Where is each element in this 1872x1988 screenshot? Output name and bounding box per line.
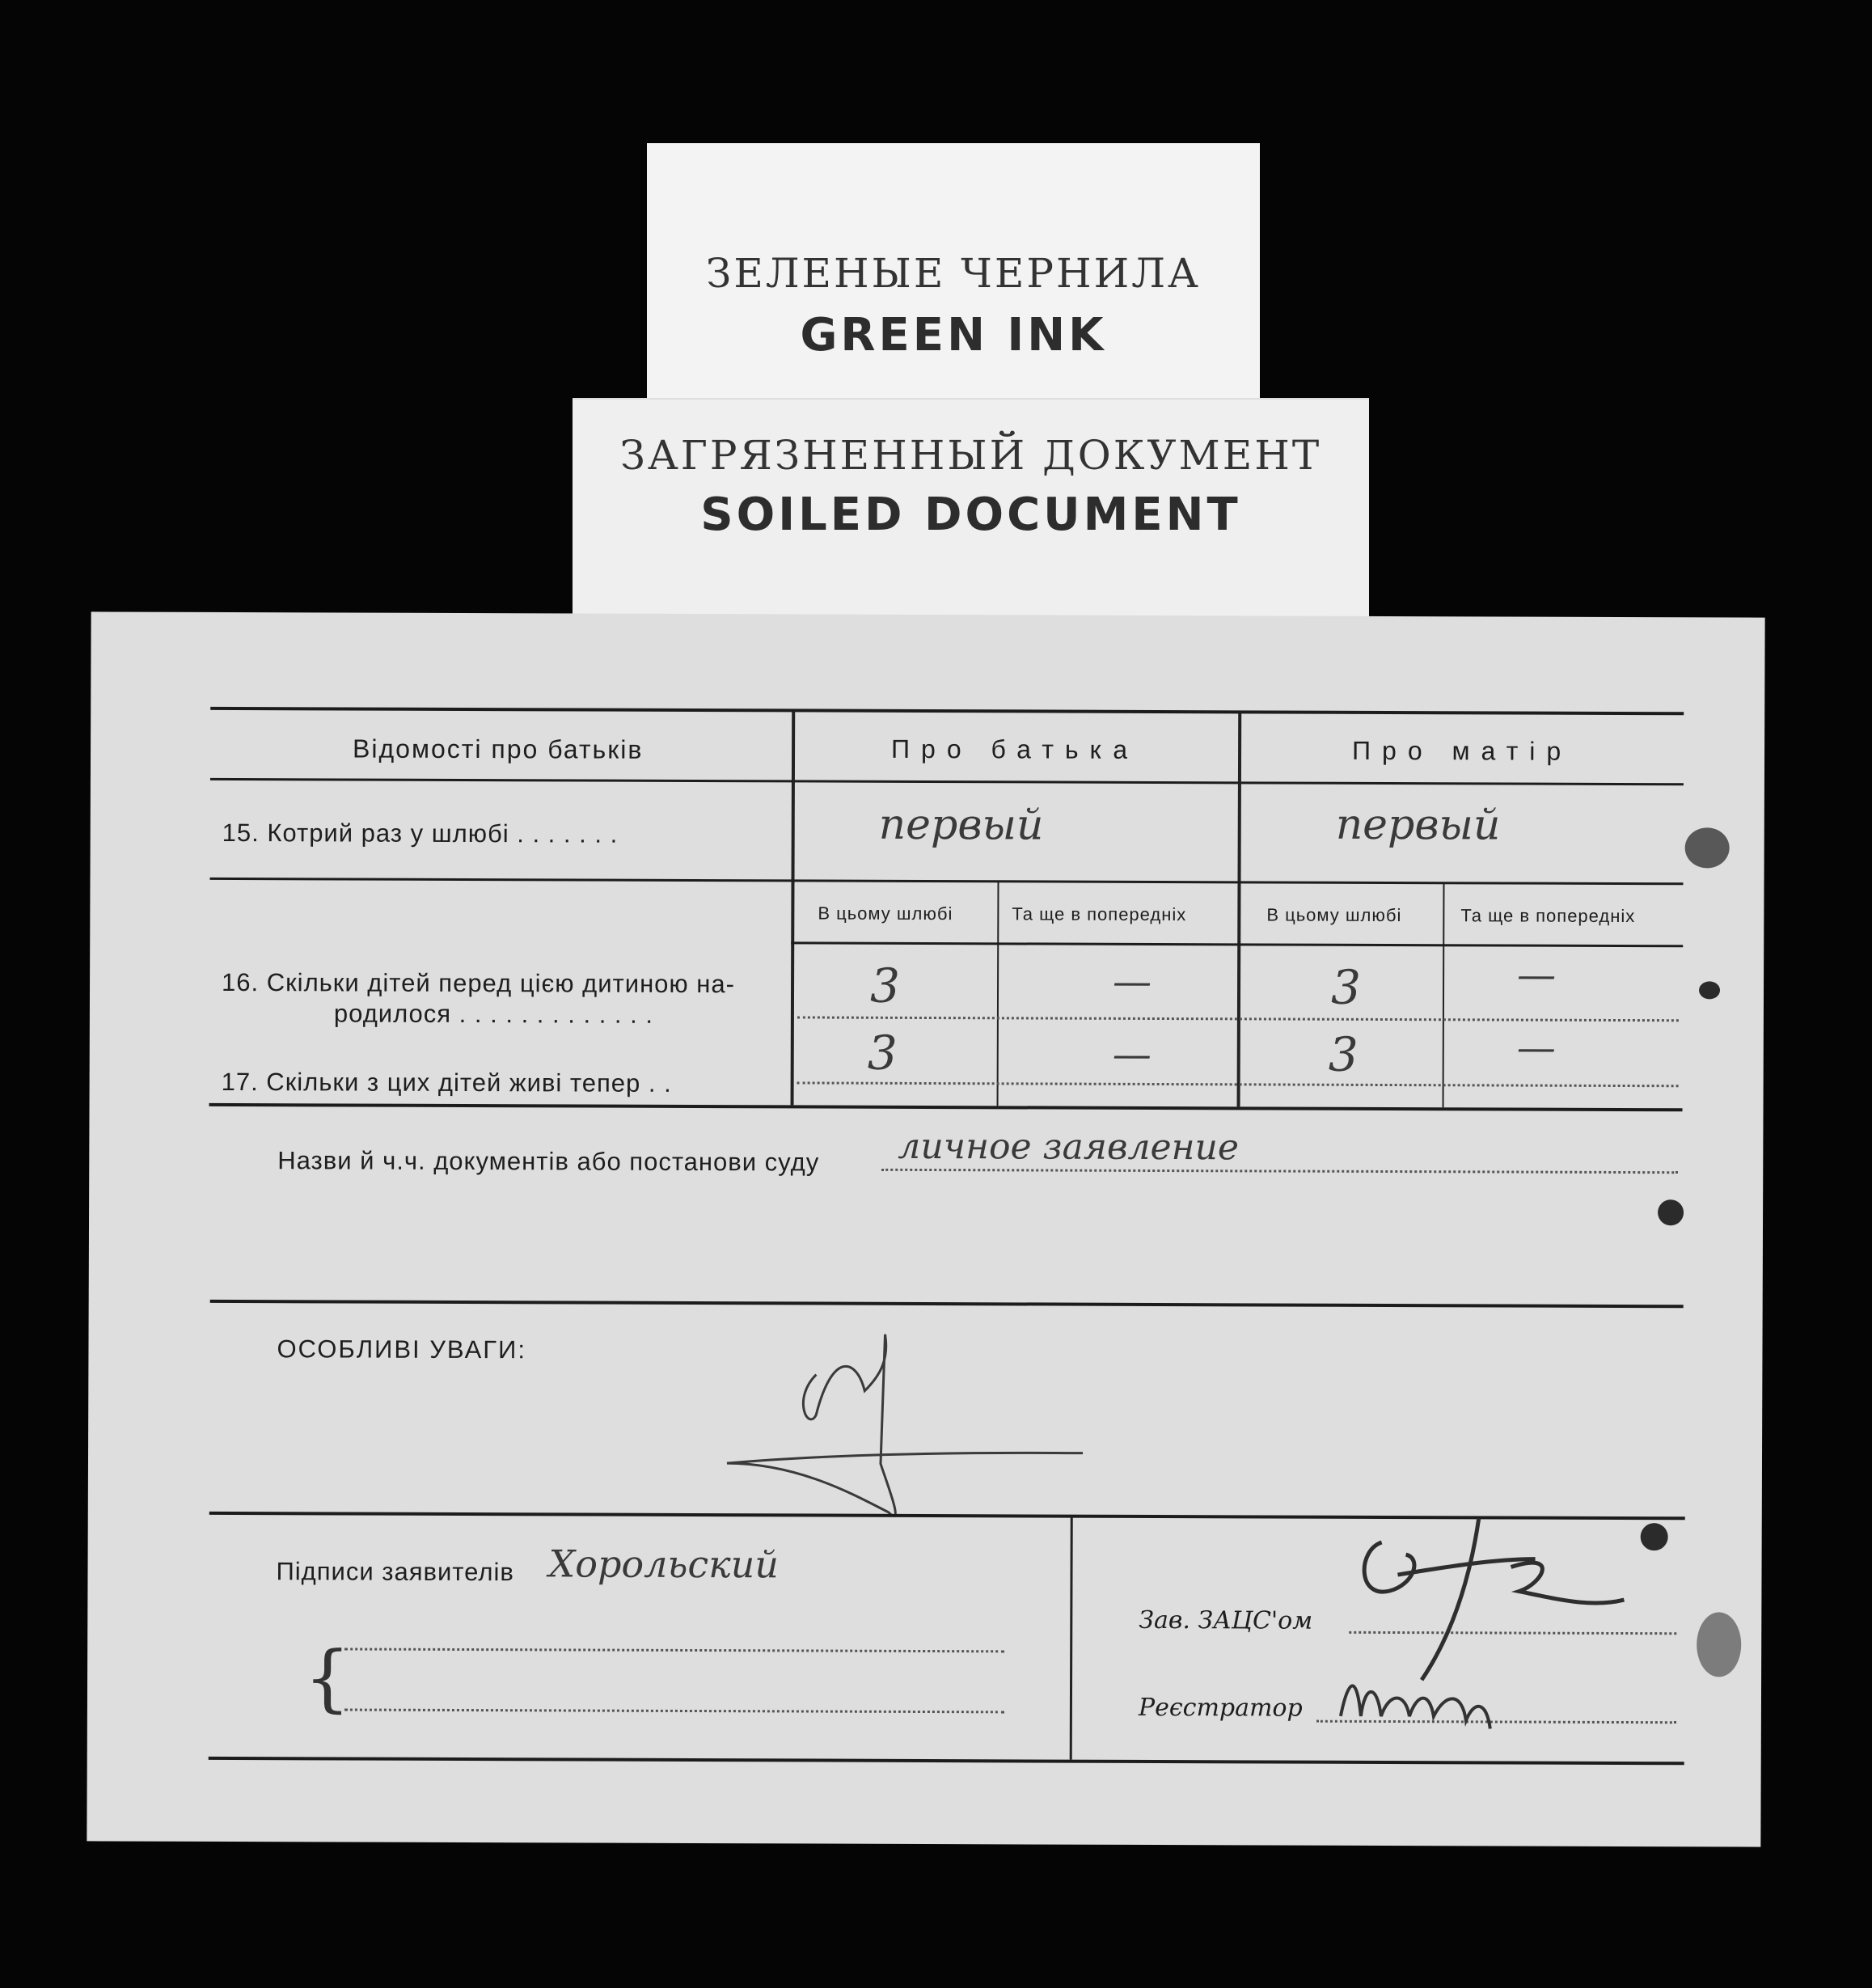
applicants-signature-label: Підписи заявителів — [276, 1557, 514, 1587]
registrar-label: Реєстратор — [1138, 1693, 1303, 1723]
form-bottom-rule — [209, 1757, 1684, 1765]
column-divider-father — [791, 711, 796, 1105]
documents-label: Назви й ч.ч. документів або постанови суду — [277, 1146, 820, 1177]
applicants-brace: { — [303, 1635, 351, 1721]
row-15-mother-value: первый — [1335, 800, 1501, 850]
subheader-mother-this-marriage: В цьому шлюбі — [1266, 904, 1402, 926]
row-16-mother-previous: — — [1517, 952, 1557, 998]
table-top-rule — [210, 707, 1684, 715]
row-16-label-line2: родилося . . . . . . . . . . . . . — [333, 999, 654, 1029]
applicant-line-2 — [344, 1708, 1004, 1713]
stain-spot-1 — [1685, 827, 1730, 868]
header-parents-info: Відомості про батьків — [353, 734, 644, 764]
row-15-father-value: первый — [878, 800, 1044, 850]
applicant-line-1 — [344, 1648, 1004, 1652]
stain-spot-3 — [1658, 1199, 1684, 1225]
table-bottom-rule — [209, 1103, 1683, 1111]
column-divider-father-sub — [997, 882, 999, 1106]
row-17-label: 17. Скільки з цих дітей живі тепер . . — [221, 1067, 672, 1098]
registrar-signature — [1333, 1660, 1543, 1749]
applicant-signature: Хорольский — [548, 1542, 780, 1587]
soiled-label-en: SOILED DOCUMENT — [700, 489, 1241, 541]
stain-spot-5 — [1697, 1612, 1741, 1677]
row-16-label-line1: 16. Скільки дітей перед цією дитиною на- — [222, 967, 736, 999]
row-16-father-this: 3 — [869, 958, 901, 1013]
row-15-bottom-rule — [210, 878, 1684, 885]
row-17-mother-previous: — — [1516, 1025, 1556, 1071]
row-17-mother-this: 3 — [1328, 1026, 1359, 1082]
green-ink-label-en: GREEN INK — [800, 309, 1107, 362]
row-16-mother-this: 3 — [1330, 959, 1362, 1015]
soiled-label-ru: ЗАГРЯЗНЕННЫЙ ДОКУМЕНТ — [619, 432, 1322, 479]
subheader-father-this-marriage: В цьому шлюбі — [818, 903, 953, 924]
special-notes-label: ОСОБЛИВІ УВАГИ: — [277, 1334, 527, 1364]
head-of-registry-label: Зав. ЗАЦС'ом — [1139, 1605, 1313, 1635]
row-17-father-previous: — — [1112, 1031, 1152, 1077]
column-divider-mother-sub — [1443, 883, 1445, 1107]
row-15-label: 15. Котрий раз у шлюбі . . . . . . . — [222, 818, 619, 848]
header-mother: Про матір — [1352, 735, 1573, 766]
documents-value: личное заявление — [898, 1125, 1240, 1169]
documents-dotted-rule — [881, 1169, 1678, 1174]
special-notes-scribble — [719, 1269, 1140, 1529]
green-ink-label-card — [647, 143, 1260, 404]
soiled-document-label-card — [573, 400, 1369, 620]
signature-divider — [1070, 1517, 1073, 1760]
row-16-father-previous: — — [1112, 958, 1152, 1005]
stain-spot-4 — [1641, 1523, 1668, 1550]
subheader-father-previous: Та ще в попередніх — [1012, 903, 1187, 925]
header-father: Про батька — [891, 734, 1139, 764]
stain-spot-2 — [1699, 981, 1720, 999]
column-divider-mother — [1237, 713, 1242, 1106]
subheader-mother-previous: Та ще в попередніх — [1460, 905, 1636, 927]
form-sheet — [87, 611, 1764, 1846]
row-17-father-this: 3 — [867, 1025, 898, 1081]
table-header-rule — [210, 778, 1684, 785]
green-ink-label-ru: ЗЕЛЕНЫЕ ЧЕРНИЛА — [706, 250, 1201, 297]
